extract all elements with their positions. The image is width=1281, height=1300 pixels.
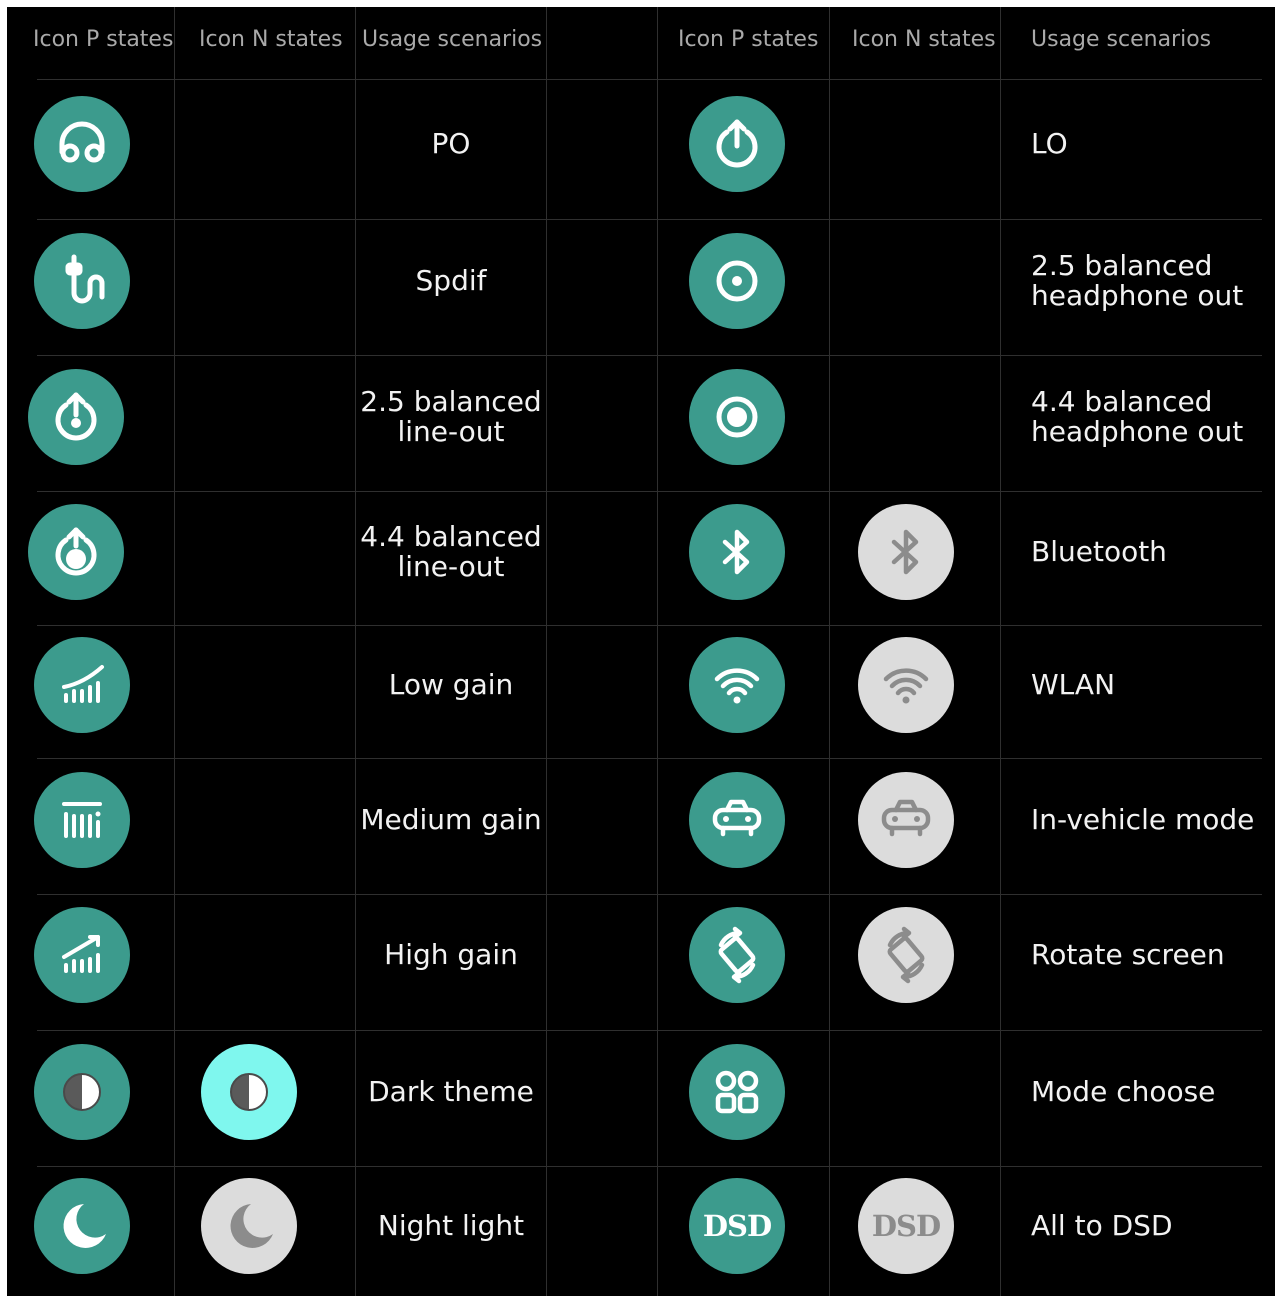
header-icon-n-states-left: Icon N states xyxy=(199,27,343,52)
dsd-icon-text: DSD xyxy=(871,1209,941,1243)
grid-line xyxy=(37,79,1262,80)
usage-label: 2.5 balanced headphone out xyxy=(1031,249,1244,312)
dsd-icon xyxy=(689,1178,785,1274)
usage-label: 4.4 balanced line-out xyxy=(360,520,542,583)
usage-label: 2.5 balanced line-out xyxy=(360,385,542,448)
grid-line xyxy=(546,7,547,1296)
wlan-icon xyxy=(858,637,954,733)
dark-theme-icon xyxy=(34,1044,130,1140)
grid-line xyxy=(37,355,1262,356)
grid-line xyxy=(37,491,1262,492)
balanced-line-out-4-4-icon xyxy=(28,504,124,600)
usage-label: 4.4 balanced headphone out xyxy=(1031,385,1244,448)
dsd-icon-text: DSD xyxy=(702,1209,772,1243)
usage-label: Night light xyxy=(377,1209,525,1242)
header-usage-right: Usage scenarios xyxy=(1031,27,1212,52)
usage-label: High gain xyxy=(384,938,518,971)
usage-label: In-vehicle mode xyxy=(1031,803,1255,836)
usage-label: Bluetooth xyxy=(1031,535,1167,568)
header-icon-p-states-left: Icon P states xyxy=(33,27,174,52)
header-icon-n-states-right: Icon N states xyxy=(852,27,996,52)
bluetooth-icon xyxy=(689,504,785,600)
spdif-cable-icon xyxy=(34,233,130,329)
balanced-line-out-2-5-icon xyxy=(28,369,124,465)
high-gain-icon xyxy=(34,907,130,1003)
grid-line xyxy=(37,1166,1262,1167)
grid-line xyxy=(174,7,175,1296)
header-usage-left: Usage scenarios xyxy=(362,27,543,52)
grid-line xyxy=(37,1030,1262,1031)
usage-label: Dark theme xyxy=(368,1075,534,1108)
grid-line xyxy=(1000,7,1001,1296)
usage-label: Rotate screen xyxy=(1031,938,1225,971)
night-light-icon xyxy=(201,1178,297,1274)
balanced-headphone-2-5-icon xyxy=(689,233,785,329)
icon-states-table xyxy=(7,7,1275,1296)
balanced-headphone-4-4-icon xyxy=(689,369,785,465)
headphones-icon xyxy=(34,96,130,192)
usage-label: Medium gain xyxy=(360,803,542,836)
grid-line xyxy=(37,219,1262,220)
medium-gain-icon xyxy=(34,772,130,868)
bluetooth-icon xyxy=(858,504,954,600)
usage-label: WLAN xyxy=(1031,668,1116,701)
car-icon xyxy=(689,772,785,868)
car-icon xyxy=(858,772,954,868)
low-gain-icon xyxy=(34,637,130,733)
usage-label: All to DSD xyxy=(1031,1209,1173,1242)
grid-line xyxy=(37,625,1262,626)
usage-label: PO xyxy=(431,127,471,160)
dsd-icon xyxy=(858,1178,954,1274)
dark-theme-icon xyxy=(201,1044,297,1140)
grid-line xyxy=(657,7,658,1296)
rotate-screen-icon xyxy=(689,907,785,1003)
usage-label: LO xyxy=(1031,127,1068,160)
grid-line xyxy=(37,894,1262,895)
night-light-icon xyxy=(34,1178,130,1274)
wlan-icon xyxy=(689,637,785,733)
usage-label: Low gain xyxy=(388,668,514,701)
line-out-icon xyxy=(689,96,785,192)
grid-line xyxy=(37,758,1262,759)
usage-label: Spdif xyxy=(415,264,487,297)
rotate-screen-icon xyxy=(858,907,954,1003)
usage-label: Mode choose xyxy=(1031,1075,1216,1108)
grid-line xyxy=(829,7,830,1296)
header-icon-p-states-right: Icon P states xyxy=(678,27,819,52)
mode-grid-icon xyxy=(689,1044,785,1140)
